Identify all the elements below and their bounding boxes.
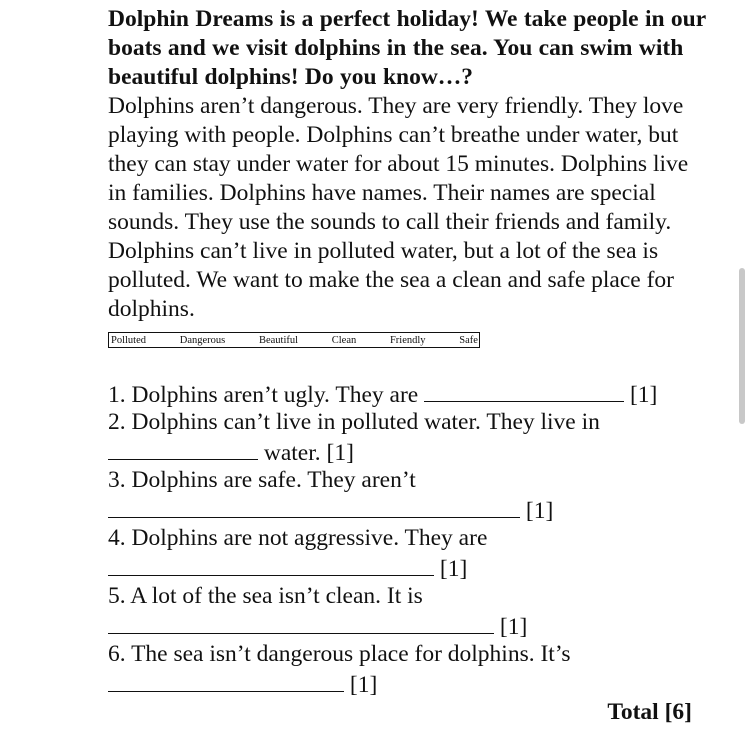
question-4-continued — [108, 553, 708, 582]
question-text: 3. Dolphins are safe. They aren’t — [108, 467, 416, 493]
question-text: 6. The sea isn’t dangerous place for dolphins. It’s — [108, 641, 571, 667]
answer-blank[interactable] — [108, 553, 434, 576]
question-1 — [108, 379, 708, 408]
answer-blank[interactable] — [424, 379, 624, 402]
body-paragraph: Dolphins aren’t dangerous. They are very friendly. They love playing with people. Dolphins can’t breathe under water, but they can stay under water for about 15 minutes. Dolphins live in families. Dolphins have names. Their names are special sounds. They use the sounds to call their friends and family. Dolphins can’t live in polluted water, but a lot of the sea is polluted. We want to make the sea a clean and safe place for dolphins. — [108, 93, 689, 322]
word-bank-item: Polluted — [111, 334, 147, 346]
question-text: 2. Dolphins can’t live in polluted water. They live in — [108, 409, 600, 435]
answer-blank[interactable] — [108, 669, 344, 692]
intro-paragraph: Dolphin Dreams is a perfect holiday! We take people in our boats and we visit dolphins in the sea. You can swim with beautiful dolphins! Do you know…? — [108, 6, 706, 90]
scrollbar[interactable] — [739, 268, 745, 424]
question-2 — [108, 408, 708, 437]
questions — [108, 379, 708, 698]
word-bank-item: Safe — [459, 334, 478, 346]
question-5 — [108, 582, 708, 611]
question-text: water. [1] — [263, 440, 354, 466]
question-text: 4. Dolphins are not aggressive. They are — [108, 525, 488, 551]
question-6 — [108, 640, 708, 669]
worksheet-text — [108, 5, 708, 324]
question-2-continued — [108, 437, 708, 466]
question-mark: [1] — [525, 498, 554, 524]
question-mark: [1] — [499, 614, 528, 640]
question-text: 5. A lot of the sea isn’t clean. It is — [108, 583, 423, 609]
question-5-continued — [108, 611, 708, 640]
answer-blank[interactable] — [108, 495, 520, 518]
question-3 — [108, 466, 708, 495]
word-bank-item: Dangerous — [179, 334, 226, 346]
word-bank-item: Beautiful — [258, 334, 299, 346]
answer-blank[interactable] — [108, 611, 494, 634]
word-bank — [108, 332, 480, 348]
question-mark: [1] — [349, 672, 378, 698]
answer-blank[interactable] — [108, 437, 258, 460]
question-3-continued — [108, 495, 708, 524]
question-4 — [108, 524, 708, 553]
question-mark: [1] — [629, 382, 658, 408]
word-bank-item: Friendly — [389, 334, 426, 346]
question-text: 1. Dolphins aren’t ugly. They are — [108, 382, 419, 408]
word-bank-item: Clean — [331, 334, 357, 346]
question-mark: [1] — [439, 556, 468, 582]
question-6-continued — [108, 669, 708, 698]
total-score: Total [6] — [607, 699, 692, 725]
